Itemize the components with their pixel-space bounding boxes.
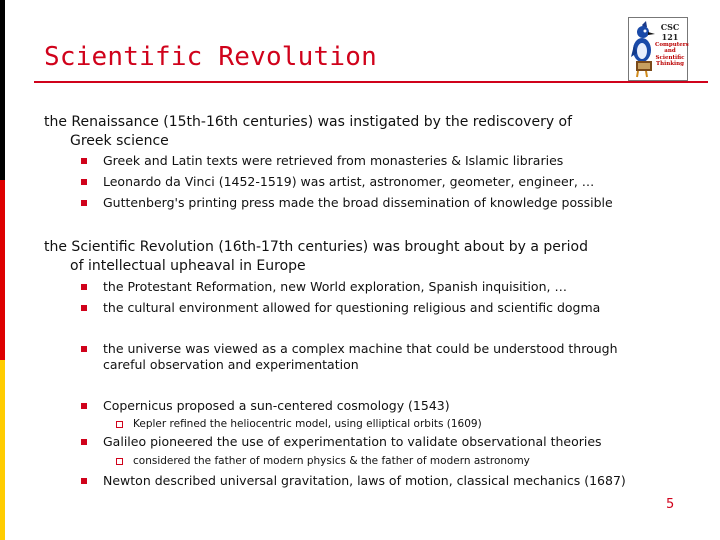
list-item-text: Greek and Latin texts were retrieved from monasteries & Islamic libraries [103, 153, 564, 168]
list-item [103, 434, 602, 450]
section1-heading [44, 113, 572, 151]
list-item [103, 398, 450, 414]
sub-list-item-text: considered the father of modern physics & the father of modern astronomy [133, 455, 530, 467]
bullet-square-icon [81, 284, 87, 290]
bullet-square-icon [81, 346, 87, 352]
flag-red-segment [0, 180, 5, 360]
heading-line: the Renaissance (15th-16th centuries) was instigated by the rediscovery of [44, 114, 573, 130]
list-item-text: the Protestant Reformation, new World exploration, Spanish inquisition, … [103, 279, 567, 294]
logo-line: Thinking [656, 60, 684, 67]
list-item [103, 153, 563, 169]
bullet-square-icon [81, 200, 87, 206]
logo-text [655, 22, 689, 67]
logo-line: Scientific [655, 54, 685, 61]
section2-heading [44, 238, 588, 276]
bullet-square-icon [81, 158, 87, 164]
slide-title: Scientific Revolution [44, 42, 377, 72]
sub-list-item [133, 418, 482, 431]
list-item-text: the universe was viewed as a complex machine that could be understood through [103, 341, 618, 356]
flag-color-bar [0, 0, 5, 540]
list-item [103, 300, 600, 316]
bullet-square-icon [81, 478, 87, 484]
list-item [103, 473, 626, 489]
page-number: 5 [666, 497, 675, 512]
logo-course-code: CSC 121 [660, 22, 680, 42]
bullet-hollow-square-icon [116, 458, 123, 465]
logo-line: and [664, 48, 676, 55]
list-item-text: Galileo pioneered the use of experimentation to validate observational theories [103, 434, 602, 449]
heading-line: Greek science [70, 133, 169, 149]
list-item-text: the cultural environment allowed for questioning religious and scientific dogma [103, 300, 601, 315]
list-item [103, 279, 567, 295]
flag-black-segment [0, 0, 5, 180]
logo-line: Computers [655, 42, 689, 48]
list-item [103, 174, 594, 190]
bullet-square-icon [81, 403, 87, 409]
sub-list-item-text: Kepler refined the heliocentric model, using elliptical orbits (1609) [133, 418, 482, 430]
bullet-square-icon [81, 179, 87, 185]
heading-line: the Scientific Revolution (16th-17th centuries) was brought about by a period [44, 239, 588, 255]
bullet-square-icon [81, 439, 87, 445]
list-item-text: Guttenberg's printing press made the broad dissemination of knowledge possible [103, 195, 613, 210]
list-item [103, 195, 613, 211]
bullet-square-icon [81, 305, 87, 311]
list-item-text: Copernicus proposed a sun-centered cosmology (1543) [103, 398, 450, 413]
bird-mascot-icon [630, 19, 658, 79]
list-item-text: Leonardo da Vinci (1452-1519) was artist, astronomer, geometer, engineer, … [103, 174, 595, 189]
sub-list-item [133, 455, 530, 468]
title-divider [34, 81, 708, 83]
list-item [103, 341, 618, 373]
bullet-hollow-square-icon [116, 421, 123, 428]
list-item-text: careful observation and experimentation [103, 357, 359, 372]
list-item-text: Newton described universal gravitation, laws of motion, classical mechanics (1687) [103, 473, 626, 488]
flag-gold-segment [0, 360, 5, 540]
heading-line: of intellectual upheaval in Europe [70, 258, 306, 274]
course-logo [628, 17, 688, 81]
